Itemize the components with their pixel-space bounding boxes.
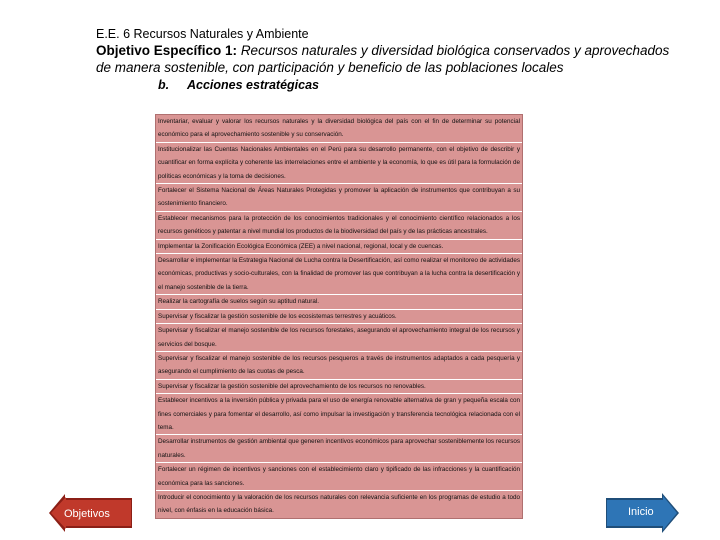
action-row: Supervisar y fiscalizar la gestión sostenible del aprovechamiento de los recursos no renovables. bbox=[156, 380, 522, 394]
action-row: Fortalecer un régimen de incentivos y sanciones con el establecimiento claro y tipificado de las infracciones y la cuantificación económica para las sanciones. bbox=[156, 463, 522, 491]
action-row: Inventariar, evaluar y valorar los recursos naturales y la diversidad biológica del país con el fin de determinar su potencial económico para el aprovechamiento sostenible y su conservación. bbox=[156, 115, 522, 143]
action-row: Institucionalizar las Cuentas Nacionales Ambientales en el Perú para su desarrollo permanente, con el objetivo de describir y cuantificar en forma explícita y coherente las interrelaciones entre el ambiente y la economía, lo que es útil para la formulación de políticas económicas y la toma de decisiones. bbox=[156, 143, 522, 184]
page-title: E.E. 6 Recursos Naturales y Ambiente bbox=[96, 27, 309, 41]
section-heading bbox=[158, 77, 676, 93]
page-header bbox=[96, 26, 676, 93]
action-row: Implementar la Zonificación Ecológica Económica (ZEE) a nivel nacional, regional, local y de cuencas. bbox=[156, 240, 522, 254]
action-row: Realizar la cartografía de suelos según su aptitud natural. bbox=[156, 295, 522, 309]
section-letter: b. bbox=[158, 78, 170, 92]
action-row: Desarrollar e implementar la Estrategia Nacional de Lucha contra la Desertificación, así como realizar el monitoreo de actividades económicas, productivas y socio-culturales, con la finalidad de promover las que contribuyan a la lucha contra la desertificación y el manejo sostenible de la tierra. bbox=[156, 254, 522, 295]
action-row: Supervisar y fiscalizar el manejo sostenible de los recursos pesqueros a través de instrumentos adaptados a cada pesquería y asegurando el cumplimiento de las cuotas de pesca. bbox=[156, 352, 522, 380]
objective-label: Objetivo Específico 1: bbox=[96, 43, 238, 58]
objetivos-button[interactable] bbox=[48, 494, 134, 532]
action-row: Supervisar y fiscalizar la gestión sostenible de los ecosistemas terrestres y acuáticos. bbox=[156, 310, 522, 324]
action-row: Establecer incentivos a la inversión pública y privada para el uso de energía renovable alternativa de gran y pequeña escala con fines comerciales y para fomentar el desarrollo, así como impulsar la investigación y transferencia tecnológica relacionada con el tema. bbox=[156, 394, 522, 435]
action-row: Establecer mecanismos para la protección de los conocimientos tradicionales y el conocimiento científico relacionados a los recursos genéticos y patentar a nivel mundial los productos de la biodiversidad del país y de las prácticas ancestrales. bbox=[156, 212, 522, 240]
inicio-button-label: Inicio bbox=[628, 506, 654, 518]
section-title: Acciones estratégicas bbox=[187, 78, 320, 92]
inicio-button[interactable] bbox=[604, 492, 680, 534]
objective-text: Recursos naturales y diversidad biológica conservados y aprovechados de manera sostenible, con participación y beneficio de las poblaciones locales bbox=[96, 43, 670, 75]
action-row: Desarrollar instrumentos de gestión ambiental que generen incentivos económicos para aprovechar sosteniblemente los recursos naturales. bbox=[156, 435, 522, 463]
objetivos-button-label: Objetivos bbox=[64, 508, 110, 520]
action-row: Introducir el conocimiento y la valoración de los recursos naturales con relevancia suficiente en los programas de estudio a todo nivel, con énfasis en la educación básica. bbox=[158, 493, 520, 515]
action-row: Fortalecer el Sistema Nacional de Áreas Naturales Protegidas y promover la aplicación de instrumentos que contribuyan a su sostenimiento financiero. bbox=[156, 184, 522, 212]
action-row: Supervisar y fiscalizar el manejo sostenible de los recursos forestales, asegurando el aprovechamiento integral de los recursos y servicios del bosque. bbox=[156, 324, 522, 352]
objective-statement bbox=[96, 42, 676, 76]
strategic-actions-table bbox=[155, 114, 523, 519]
